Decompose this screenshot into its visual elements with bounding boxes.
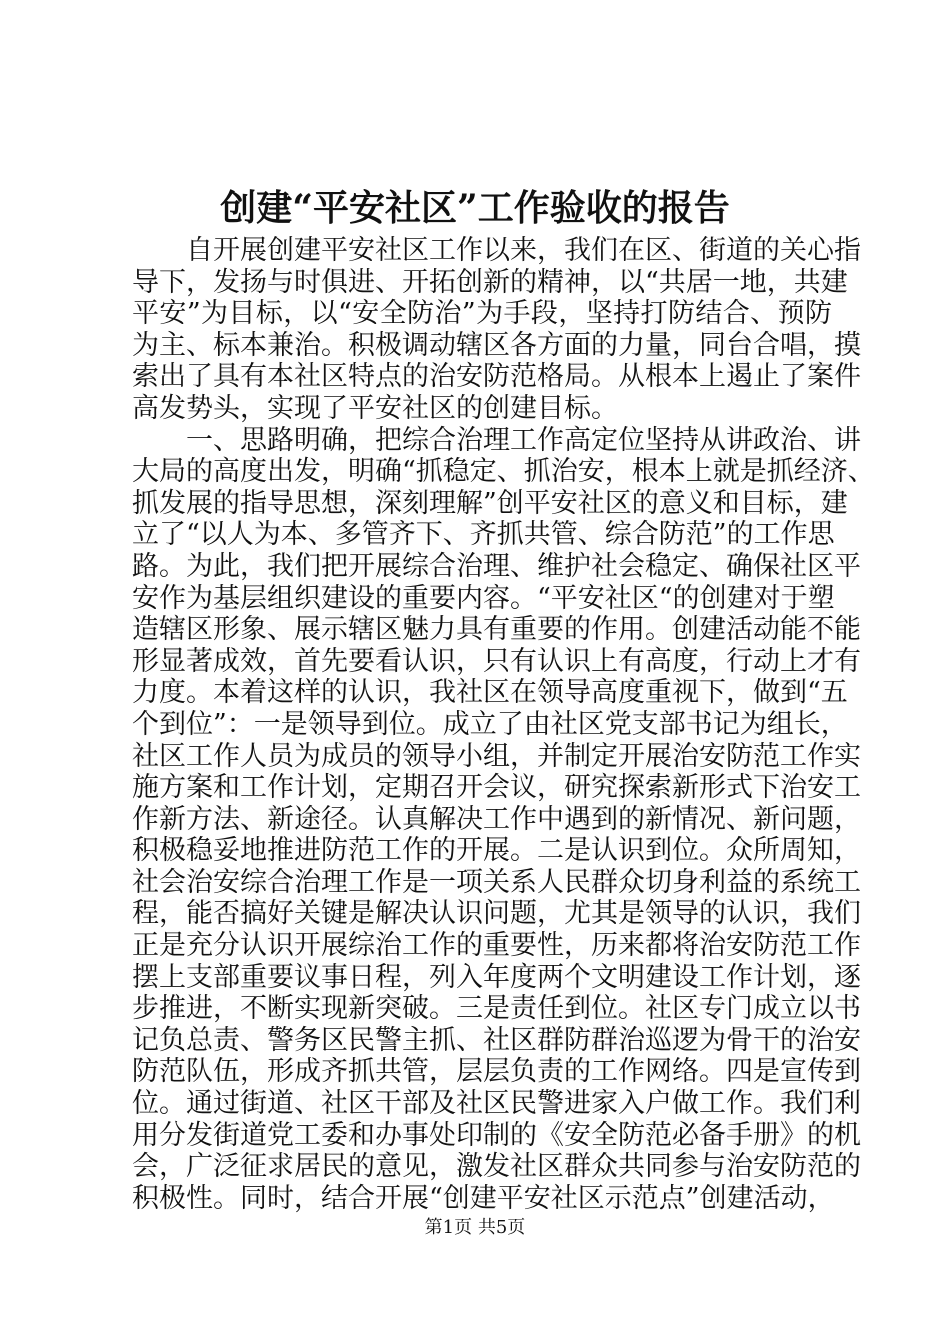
paragraph-line: 施方案和工作计划，定期召开会议，研究探索新形式下治安工 — [132, 772, 861, 804]
paragraph-2 — [132, 424, 875, 1215]
paragraph-line: 抓发展的指导思想，深刻理解”创平安社区的意义和目标，建 — [132, 487, 848, 519]
paragraph-line: 会，广泛征求居民的意见，激发社区群众共同参与治安防范的 — [132, 1151, 861, 1183]
paragraph-line: 社会治安综合治理工作是一项关系人民群众切身利益的系统工 — [132, 866, 861, 898]
paragraph-line: 记负总责、警务区民警主抓、社区群防群治巡逻为骨干的治安 — [132, 1024, 861, 1056]
paragraph-line: 位。通过街道、社区干部及社区民警进家入户做工作。我们利 — [132, 1088, 861, 1120]
page-number-footer: 第1页 共5页 — [424, 1217, 526, 1238]
paragraph-line: 高发势头，实现了平安社区的创建目标。 — [132, 392, 618, 424]
document-body — [132, 235, 875, 1214]
paragraph-line: 个到位”：一是领导到位。成立了由社区党支部书记为组长， — [132, 708, 848, 740]
paragraph-line: 形显著成效，首先要看认识，只有认识上有高度，行动上才有 — [132, 645, 861, 677]
paragraph-line: 力度。本着这样的认识，我社区在领导高度重视下，做到“五 — [132, 677, 848, 709]
paragraph-line: 积极稳妥地推进防范工作的开展。二是认识到位。众所周知， — [132, 835, 861, 867]
paragraph-line: 积极性。同时，结合开展“创建平安社区示范点”创建活动， — [132, 1182, 835, 1214]
paragraph-line: 大局的高度出发，明确“抓稳定、抓治安，根本上就是抓经济、 — [132, 456, 875, 488]
paragraph-line: 索出了具有本社区特点的治安防范格局。从根本上遏止了案件 — [132, 361, 861, 393]
paragraph-line: 安作为基层组织建设的重要内容。“平安社区“的创建对于塑 — [132, 582, 835, 614]
paragraph-line: 摆上支部重要议事日程，列入年度两个文明建设工作计划，逐 — [132, 961, 861, 993]
paragraph-line: 作新方法、新途径。认真解决工作中遇到的新情况、新问题， — [132, 803, 861, 835]
paragraph-line: 自开展创建平安社区工作以来，我们在区、街道的关心指 — [186, 235, 861, 266]
paragraph-line: 用分发街道党工委和办事处印制的《安全防范必备手册》的机 — [132, 1119, 861, 1151]
paragraph-line: 防范队伍，形成齐抓共管，层层负责的工作网络。四是宣传到 — [132, 1056, 861, 1088]
paragraph-line: 平安”为目标，以“安全防治”为手段，坚持打防结合、预防 — [132, 298, 832, 330]
paragraph-line: 步推进，不断实现新突破。三是责任到位。社区专门成立以书 — [132, 993, 861, 1025]
document-title: 创建“平安社区”工作验收的报告 — [220, 187, 730, 229]
paragraph-line: 程，能否搞好关键是解决认识问题，尤其是领导的认识，我们 — [132, 898, 861, 930]
paragraph-1 — [132, 235, 861, 425]
paragraph-line: 立了“以人为本、多管齐下、齐抓共管、综合防范”的工作思 — [132, 519, 835, 551]
paragraph-line: 造辖区形象、展示辖区魅力具有重要的作用。创建活动能不能 — [132, 614, 861, 646]
paragraph-line: 正是充分认识开展综治工作的重要性，历来都将治安防范工作 — [132, 930, 861, 962]
paragraph-line: 导下，发扬与时俱进、开拓创新的精神，以“共居一地，共建 — [132, 266, 848, 298]
paragraph-line: 路。为此，我们把开展综合治理、维护社会稳定、确保社区平 — [132, 550, 861, 582]
paragraph-line: 社区工作人员为成员的领导小组，并制定开展治安防范工作实 — [132, 740, 861, 772]
paragraph-line: 一、思路明确，把综合治理工作高定位坚持从讲政治、讲 — [186, 424, 861, 456]
paragraph-line: 为主、标本兼治。积极调动辖区各方面的力量，同台合唱，摸 — [132, 329, 861, 361]
